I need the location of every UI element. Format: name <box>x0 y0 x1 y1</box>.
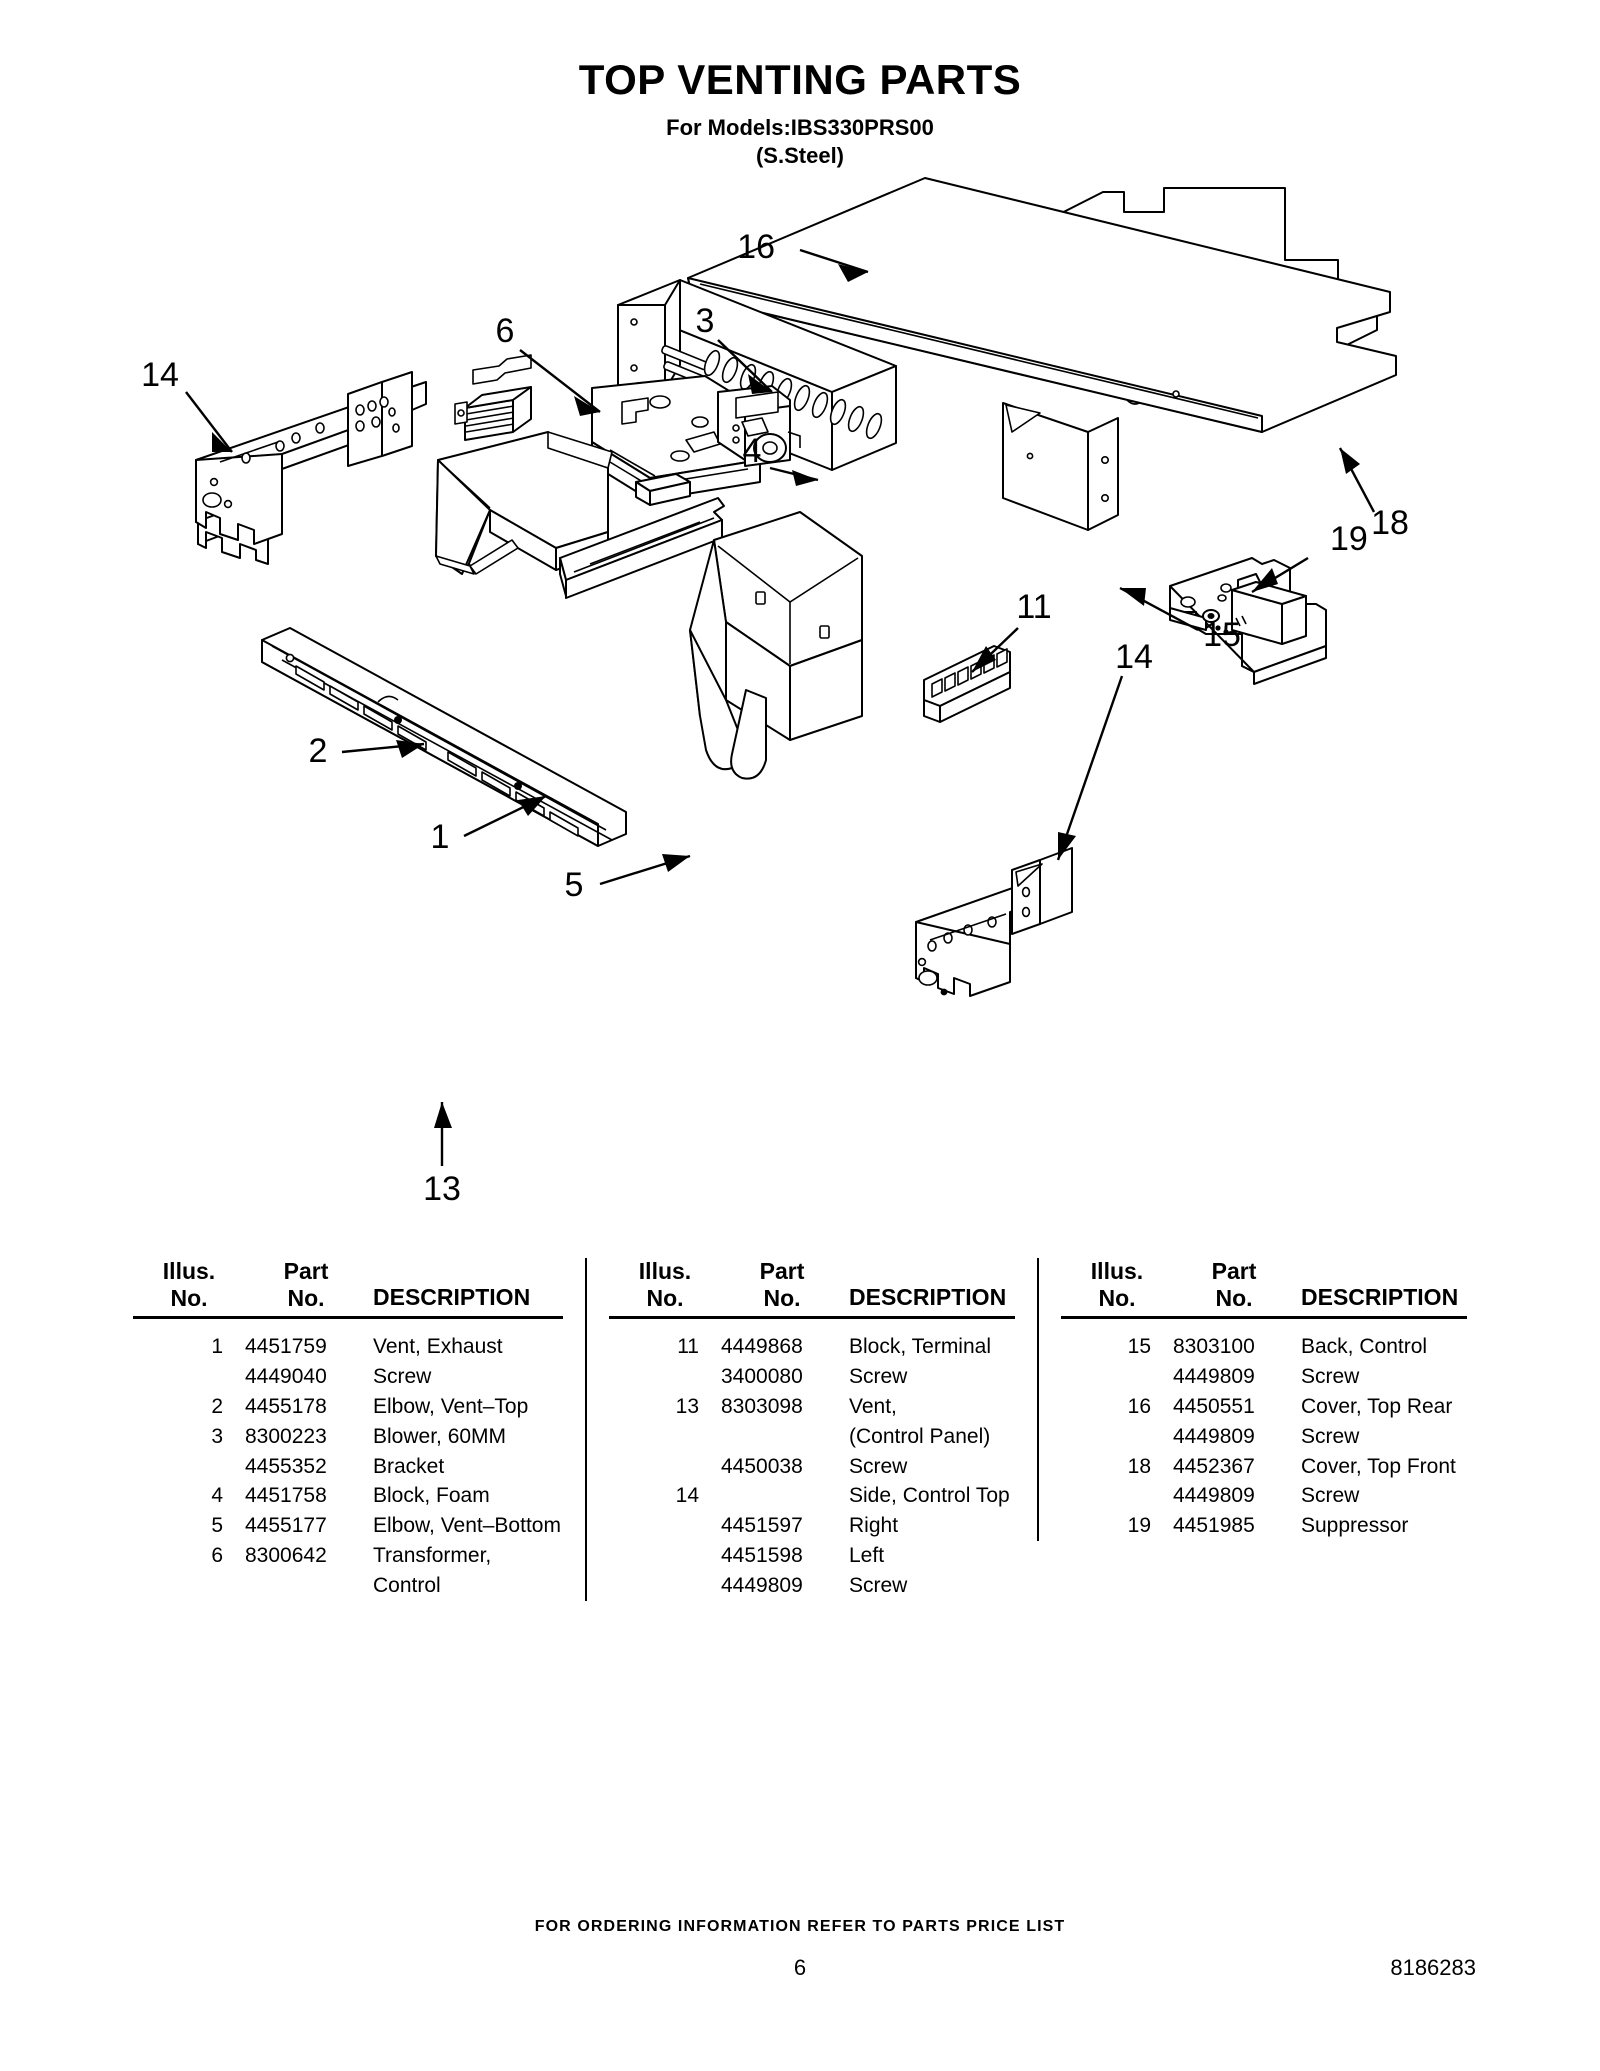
callout-13: 13 <box>423 1170 461 1208</box>
callout-2: 2 <box>308 732 328 770</box>
cell-description: Suppressor <box>1301 1514 1409 1538</box>
table-row <box>609 1511 1015 1541</box>
cell-part: 4450551 <box>1173 1394 1255 1418</box>
parts-column-3 <box>1037 1258 1467 1541</box>
header-rule <box>609 1316 1015 1319</box>
cell-part: 4449809 <box>1173 1484 1255 1508</box>
exploded-parts-diagram <box>0 160 1600 1220</box>
table-row <box>609 1362 1015 1392</box>
cell-part: 8300223 <box>245 1424 327 1448</box>
cell-description: Blower, 60MM <box>373 1424 507 1448</box>
cell-illus: 6 <box>211 1543 223 1567</box>
cell-description: Side, Control Top <box>849 1484 1010 1508</box>
cell-illus: 14 <box>675 1484 699 1508</box>
cell-part: 4449040 <box>245 1365 327 1389</box>
callout-5: 5 <box>564 866 584 904</box>
cell-description: Screw <box>373 1365 432 1389</box>
table-row <box>133 1392 563 1422</box>
cell-illus: 4 <box>211 1484 223 1508</box>
cell-part: 4452367 <box>1173 1454 1255 1478</box>
callout-1: 1 <box>430 818 450 856</box>
model-line: For Models:IBS330PRS00 <box>666 115 934 141</box>
cell-part: 4451597 <box>721 1514 803 1538</box>
cell-description: Vent, Exhaust <box>373 1335 503 1359</box>
cell-illus <box>133 1571 245 1601</box>
part-14-left-side-control-top <box>196 372 426 564</box>
callout-15: 15 <box>1203 616 1241 654</box>
cell-illus <box>609 1362 721 1392</box>
header-part-line2: No. <box>763 1285 801 1312</box>
cell-description: Screw <box>849 1454 908 1478</box>
header-part-line1: Part <box>759 1258 805 1284</box>
table-row <box>1061 1392 1467 1422</box>
header-description: DESCRIPTION <box>1301 1284 1459 1310</box>
cell-part <box>245 1571 367 1601</box>
cell-illus <box>1061 1422 1173 1452</box>
cell-description: Screw <box>1301 1365 1360 1389</box>
cell-description: Bracket <box>373 1454 445 1478</box>
header-part-line1: Part <box>283 1258 329 1284</box>
table-row <box>609 1392 1015 1422</box>
table-row <box>609 1332 1015 1362</box>
table-row <box>133 1481 563 1511</box>
column-header <box>1061 1258 1467 1312</box>
table-row <box>1061 1422 1467 1452</box>
cell-illus <box>133 1362 245 1392</box>
cell-illus: 15 <box>1127 1335 1151 1359</box>
cell-description: Screw <box>849 1365 908 1389</box>
cell-part: 4451598 <box>721 1543 803 1567</box>
table-row <box>133 1452 563 1482</box>
cell-illus: 19 <box>1127 1514 1151 1538</box>
cell-illus: 3 <box>211 1424 223 1448</box>
header-illus-line2: No. <box>170 1285 208 1312</box>
table-row <box>1061 1362 1467 1392</box>
callout-16: 16 <box>737 228 775 266</box>
cell-part: 3400080 <box>721 1365 803 1389</box>
cell-description: Screw <box>1301 1484 1360 1508</box>
table-row <box>1061 1481 1467 1511</box>
header-rule <box>1061 1316 1467 1319</box>
part-3-blower-60mm <box>592 376 800 500</box>
header-part-line2: No. <box>1215 1285 1253 1312</box>
callout-18: 18 <box>1371 504 1409 542</box>
table-row <box>133 1541 563 1571</box>
part-19-suppressor <box>1170 558 1326 684</box>
callout-4: 4 <box>742 432 762 470</box>
cell-description: Right <box>849 1514 899 1538</box>
table-row <box>133 1332 563 1362</box>
cell-description: Cover, Top Front <box>1301 1454 1456 1478</box>
cell-description: Left <box>849 1543 885 1567</box>
cell-illus <box>609 1422 721 1452</box>
part-14-right-side-control-top <box>916 848 1072 996</box>
table-row <box>609 1422 1015 1452</box>
cell-part: 4450038 <box>721 1454 803 1478</box>
cell-description: Elbow, Vent–Bottom <box>373 1514 561 1538</box>
cell-part: 4451758 <box>245 1484 327 1508</box>
table-row <box>1061 1511 1467 1541</box>
ordering-note: FOR ORDERING INFORMATION REFER TO PARTS PRICE LIST <box>534 1918 1066 1935</box>
table-row <box>609 1452 1015 1482</box>
cell-part: 8303098 <box>721 1394 803 1418</box>
cell-part: 8303100 <box>1173 1335 1255 1359</box>
callout-6: 6 <box>495 312 515 350</box>
table-row <box>133 1511 563 1541</box>
cell-part <box>721 1481 843 1511</box>
header-illus-line2: No. <box>646 1285 684 1312</box>
cell-description: Block, Terminal <box>849 1335 991 1359</box>
table-row <box>133 1362 563 1392</box>
part-5-elbow-vent-bottom <box>690 512 862 779</box>
cell-part: 8300642 <box>245 1543 327 1567</box>
header-part-line1: Part <box>1211 1258 1257 1284</box>
page-number: 6 <box>793 1955 807 1980</box>
cell-part: 4451985 <box>1173 1514 1255 1538</box>
header-part-line2: No. <box>287 1285 325 1312</box>
page-title: TOP VENTING PARTS <box>578 56 1022 103</box>
cell-illus: 11 <box>677 1335 699 1359</box>
cell-illus: 1 <box>211 1335 223 1359</box>
table-row <box>609 1481 1015 1511</box>
cell-part: 4449868 <box>721 1335 803 1359</box>
part-11-block-terminal <box>924 646 1010 722</box>
column-header <box>133 1258 563 1312</box>
cell-illus <box>1061 1481 1173 1511</box>
callout-11: 11 <box>1016 588 1052 626</box>
cell-part: 4451759 <box>245 1335 327 1359</box>
callout-14-left: 14 <box>141 356 179 394</box>
cell-illus <box>609 1541 721 1571</box>
parts-column-2 <box>585 1258 1015 1601</box>
cell-part: 4455178 <box>245 1394 327 1418</box>
callout-14-right: 14 <box>1115 638 1153 676</box>
cell-illus <box>609 1571 721 1601</box>
cell-illus: 13 <box>675 1394 699 1418</box>
cell-description: Control <box>373 1573 441 1597</box>
page-header <box>0 58 1600 169</box>
cell-illus: 16 <box>1127 1394 1151 1418</box>
cell-description: Cover, Top Rear <box>1301 1394 1453 1418</box>
cell-part: 4449809 <box>1173 1365 1255 1389</box>
table-row <box>133 1571 563 1601</box>
parts-table <box>0 1258 1600 1601</box>
cell-description: Elbow, Vent–Top <box>373 1394 529 1418</box>
table-row <box>1061 1332 1467 1362</box>
cell-description: Screw <box>1301 1424 1360 1448</box>
header-description: DESCRIPTION <box>849 1284 1007 1310</box>
part-6-transformer-control <box>455 355 531 440</box>
header-illus-line1: Illus. <box>638 1258 692 1284</box>
callout-3: 3 <box>695 302 715 340</box>
table-row <box>133 1422 563 1452</box>
cell-description: Back, Control <box>1301 1335 1428 1359</box>
parts-column-1 <box>133 1258 563 1601</box>
header-illus-line1: Illus. <box>1090 1258 1144 1284</box>
header-description: DESCRIPTION <box>373 1284 531 1310</box>
table-row <box>1061 1452 1467 1482</box>
column-header <box>609 1258 1015 1312</box>
finish-line: (S.Steel) <box>755 142 845 168</box>
cell-description: Transformer, <box>373 1543 492 1567</box>
table-row <box>609 1571 1015 1601</box>
cell-description: Block, Foam <box>373 1484 490 1508</box>
cell-illus <box>133 1452 245 1482</box>
cell-part: 4455177 <box>245 1514 327 1538</box>
cell-part: 4455352 <box>245 1454 327 1478</box>
cell-description: Vent, <box>849 1394 897 1418</box>
cell-illus: 5 <box>211 1514 223 1538</box>
header-illus-line1: Illus. <box>162 1258 216 1284</box>
cell-illus <box>609 1511 721 1541</box>
cell-illus <box>609 1452 721 1482</box>
cell-description: Screw <box>849 1573 908 1597</box>
callout-19: 19 <box>1330 520 1368 558</box>
header-illus-line2: No. <box>1098 1285 1136 1312</box>
cell-part <box>721 1422 843 1452</box>
cell-description: (Control Panel) <box>849 1424 991 1448</box>
cell-illus: 18 <box>1127 1454 1151 1478</box>
cell-part: 4449809 <box>1173 1424 1255 1448</box>
cell-illus <box>1061 1362 1173 1392</box>
header-rule <box>133 1316 563 1319</box>
document-number: 8186283 <box>1390 1955 1476 1980</box>
cell-illus: 2 <box>211 1394 223 1418</box>
table-row <box>609 1541 1015 1571</box>
cell-part: 4449809 <box>721 1573 803 1597</box>
